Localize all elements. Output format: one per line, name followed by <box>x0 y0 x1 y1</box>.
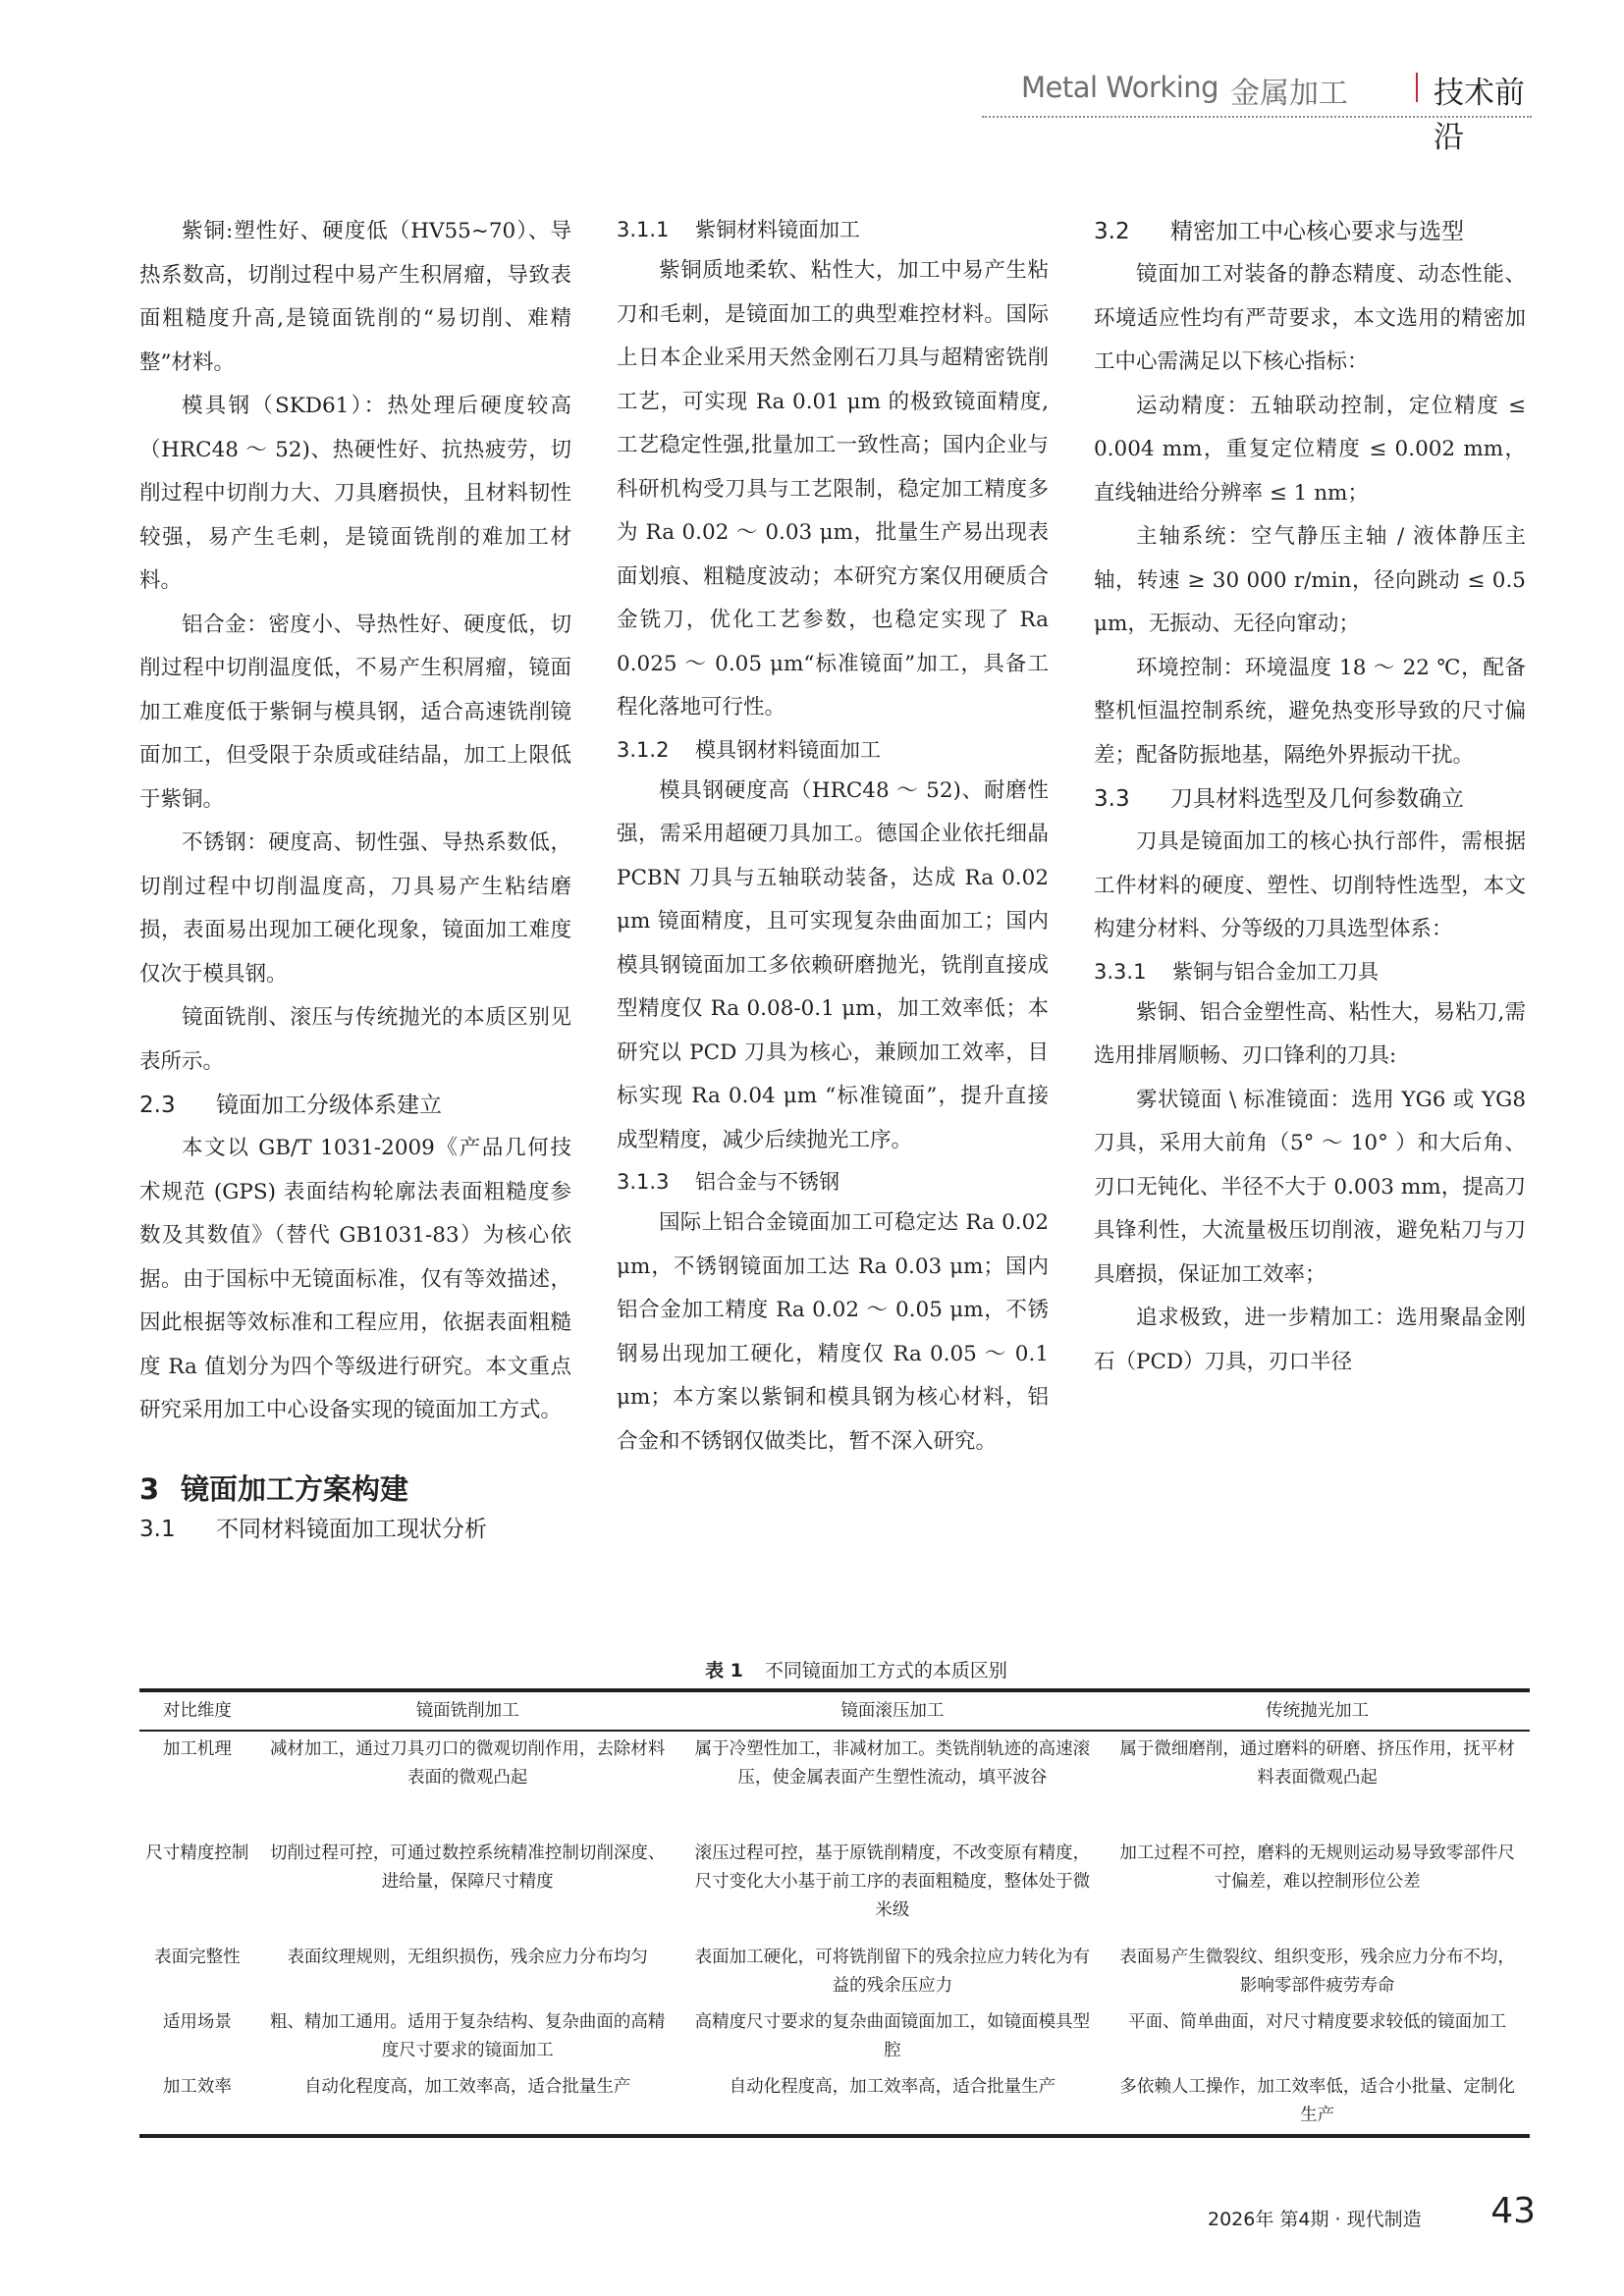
heading-3-1-2 <box>617 730 1049 770</box>
column-middle <box>617 210 1049 1464</box>
heading-2-3 <box>139 1084 571 1127</box>
page-footer <box>1208 2191 1542 2240</box>
heading-3-2 <box>1094 210 1526 253</box>
table-cell-dimension: 表面完整性 <box>154 1948 241 1967</box>
heading-number: 3.1 <box>139 1516 176 1542</box>
paragraph-3-2-intro: 镜面加工对装备的静态精度、动态性能、环境适应性均有严苛要求，本文选用的精密加工中心需满足以下核心指标： <box>1094 262 1526 374</box>
table-cell: 粗、精加工通用。适用于复杂结构、复杂曲面的高精度尺寸要求的镜面加工 <box>269 2012 666 2060</box>
table-cell: 自动化程度高，加工效率高，适合批量生产 <box>729 2077 1056 2097</box>
table-cell: 自动化程度高，加工效率高，适合批量生产 <box>303 2077 631 2097</box>
column-right <box>1094 210 1526 1384</box>
table-cell: 表面易产生微裂纹、组织变形，残余应力分布不均，影响零部件疲劳寿命 <box>1119 1948 1515 1996</box>
heading-3-1-1 <box>617 210 1049 249</box>
table-cell: 加工过程不可控，磨料的无规则运动易导致零部件尺寸偏差，难以控制形位公差 <box>1119 1843 1515 1892</box>
table-header-row <box>139 1690 1530 1731</box>
table-cell: 减材加工，通过刀具刃口的微观切削作用，去除材料表面的微观凸起 <box>269 1739 666 1788</box>
column-left <box>139 210 571 1547</box>
table-cell: 属于微细磨削，通过磨料的研磨、挤压作用，抚平材料表面微观凸起 <box>1119 1739 1515 1788</box>
table-title: 不同镜面加工方式的本质区别 <box>764 1660 1007 1682</box>
paragraph-2-3: 本文以 GB/T 1031-2009《产品几何技术规范 (GPS) 表面结构轮廓法表面粗糙度参数及其数值》（替代 GB1031-83）为核心依据。由于国标中无镜面标准，仅有等效描述，因此根据等效标准和工程应用，依据表面粗糙度 Ra 值划分为四个等级进行研究。本文重点研究采用加工中心设备实现的镜面加工方式。 <box>139 1136 571 1422</box>
paragraph-stainless: 不锈钢：硬度高、韧性强、导热系数低，切削过程中切削温度高，刀具易产生粘结磨损，表面易出现加工硬化现象，镜面加工难度仅次于模具钢。 <box>139 830 571 987</box>
heading-3-3 <box>1094 777 1526 821</box>
heading-title: 精密加工中心核心要求与选型 <box>1170 219 1464 244</box>
heading-number: 2.3 <box>139 1093 176 1118</box>
heading-3-3-1 <box>1094 952 1526 991</box>
table-row <box>139 1940 1530 2004</box>
table-header-cell: 对比维度 <box>162 1700 232 1721</box>
table-cell: 滚压过程可控，基于原铣削精度，不改变原有精度，尺寸变化大小基于前工序的表面粗糙度，整体处于微米级 <box>694 1843 1091 1920</box>
paragraph-motion-accuracy: 运动精度：五轴联动控制，定位精度 ≤ 0.004 mm，重复定位精度 ≤ 0.002 mm，直线轴进给分辨率 ≤ 1 nm； <box>1094 393 1526 506</box>
page-number: 43 <box>1490 2191 1536 2231</box>
running-header <box>1021 71 1542 155</box>
paragraph-copper: 紫铜:塑性好、硬度低（HV55~70）、导热系数高，切削过程中易产生积屑瘤，导致表面粗糙度升高,是镜面铣削的“易切削、难精整”材料。 <box>139 219 571 375</box>
heading-number: 3.1.1 <box>617 218 670 241</box>
paragraph-die-steel: 模具钢（SKD61）：热处理后硬度较高（HRC48 ～ 52)、热硬性好、抗热疲劳，切削过程中切削力大、刀具磨损快，且材料韧性较强，易产生毛刺，是镜面铣削的难加工材料。 <box>139 394 571 593</box>
table-header-cell: 镜面铣削加工 <box>415 1700 519 1721</box>
table-cell: 属于冷塑性加工，非减材加工。类铣削轨迹的高速滚压，使金属表面产生塑性流动，填平波谷 <box>694 1739 1091 1788</box>
paragraph-3-3-1-intro: 紫铜、铝合金塑性高、粘性大，易粘刀,需选用排屑顺畅、刃口锋利的刀具: <box>1094 999 1526 1068</box>
table-header-cell: 镜面滚压加工 <box>840 1700 945 1721</box>
heading-number: 3 <box>139 1471 160 1506</box>
table-cell: 平面、简单曲面，对尺寸精度要求较低的镜面加工 <box>1128 2012 1507 2032</box>
heading-title: 紫铜材料镜面加工 <box>695 218 860 241</box>
heading-title: 铝合金与不锈钢 <box>695 1170 839 1194</box>
table-row <box>139 2069 1530 2136</box>
paragraph-3-3: 刀具是镜面加工的核心执行部件，需根据工件材料的硬度、塑性、切削特性选型，本文构建分材料、分等级的刀具选型体系： <box>1094 829 1526 941</box>
heading-title: 紫铜与铝合金加工刀具 <box>1172 959 1379 984</box>
heading-number: 3.1.3 <box>617 1170 670 1194</box>
table-header-cell: 传统抛光加工 <box>1266 1700 1370 1721</box>
table-cell-dimension: 加工效率 <box>162 2077 232 2097</box>
heading-3-1-3 <box>617 1162 1049 1201</box>
heading-title: 镜面加工分级体系建立 <box>216 1093 442 1118</box>
paragraph-pcd-tools: 追求极致，进一步精加工：选用聚晶金刚石（PCD）刀具，刃口半径 <box>1094 1306 1526 1374</box>
table-cell: 表面加工硬化，可将铣削留下的残余拉应力转化为有益的残余压应力 <box>694 1948 1091 1996</box>
table-cell: 高精度尺寸要求的复杂曲面镜面加工，如镜面模具型腔 <box>694 2012 1091 2060</box>
heading-number: 3.3.1 <box>1094 959 1147 984</box>
heading-number: 3.1.2 <box>617 737 670 762</box>
journal-name-cn: 金属加工 <box>1230 77 1348 111</box>
table-row <box>139 2004 1530 2069</box>
journal-name-en: Metal Working <box>1021 71 1219 104</box>
paragraph-3-1-2: 模具钢硬度高（HRC48 ～ 52)、耐磨性强，需采用超硬刀具加工。德国企业依托细晶 PCBN 刀具与五轴联动装备，达成 Ra 0.02 μm 镜面精度，且可实现复杂曲面加工；国内模具钢镜面加工多依赖研磨抛光，铣削直接成型精度仅 Ra 0.08-0.1 μm，加工效率低；本研究以 PCD 刀具为核心，兼顾加工效率，目标实现 Ra 0.04 μm “标准镜面”，提升直接成型精度，减少后续抛光工序。 <box>617 777 1049 1152</box>
issue-info: 2026年 第4期 · 现代制造 <box>1208 2209 1422 2230</box>
paragraph-environment: 环境控制：环境温度 18 ～ 22 ℃，配备整机恒温控制系统，避免热变形导致的尺寸偏差；配备防振地基，隔绝外界振动干扰。 <box>1094 655 1526 768</box>
heading-3 <box>139 1467 571 1512</box>
paragraph-3-1-1: 紫铜质地柔软、粘性大，加工中易产生粘刀和毛刺，是镜面加工的典型难控材料。国际上日本企业采用天然金刚石刀具与超精密铣削工艺，可实现 Ra 0.01 μm 的极致镜面精度,工艺稳定性强,批量加工一致性高；国内企业与科研机构受刀具与工艺限制，稳定加工精度多为 Ra 0.02 ～ 0.03 μm，批量生产易出现表面划痕、粗糙度波动；本研究方案仅用硬质合金铣刀，优化工艺参数，也稳定实现了 Ra 0.025 ～ 0.05 μm“标准镜面”加工，具备工程化落地可行性。 <box>617 258 1049 720</box>
paragraph-table-ref: 镜面铣削、滚压与传统抛光的本质区别见表所示。 <box>139 1005 571 1074</box>
heading-title: 不同材料镜面加工现状分析 <box>216 1516 487 1542</box>
table-caption <box>179 1657 1534 1684</box>
table-row <box>139 1731 1530 1836</box>
table-row <box>139 1836 1530 1940</box>
paragraph-aluminum: 铝合金：密度小、导热性好、硬度低，切削过程中切削温度低，不易产生积屑瘤，镜面加工难度低于紫铜与模具钢，适合高速铣削镜面加工，但受限于杂质或硅结晶，加工上限低于紫铜。 <box>139 612 571 812</box>
table-1 <box>139 1657 1534 2138</box>
heading-title: 镜面加工方案构建 <box>181 1471 409 1506</box>
table-cell-dimension: 适用场景 <box>162 2012 232 2032</box>
table-label: 表 1 <box>705 1660 743 1682</box>
section-name: 技术前沿 <box>1434 76 1525 155</box>
table-cell: 表面纹理规则，无组织损伤，残余应力分布均匀 <box>287 1948 648 1967</box>
paragraph-spindle: 主轴系统：空气静压主轴 / 液体静压主轴，转速 ≥ 30 000 r/min，径向跳动 ≤ 0.5 μm，无振动、无径向窜动； <box>1094 524 1526 636</box>
table-cell: 多依赖人工操作，加工效率低，适合小批量、定制化生产 <box>1119 2077 1515 2125</box>
heading-title: 模具钢材料镜面加工 <box>695 737 881 762</box>
heading-number: 3.3 <box>1094 786 1130 812</box>
table-cell: 切削过程可控，可通过数控系统精准控制切削深度、进给量，保障尺寸精度 <box>269 1843 666 1892</box>
table-cell-dimension: 加工机理 <box>162 1739 232 1759</box>
paragraph-3-1-3: 国际上铝合金镜面加工可稳定达 Ra 0.02 μm，不锈钢镜面加工达 Ra 0.03 μm；国内铝合金加工精度 Ra 0.02 ～ 0.05 μm，不锈钢易出现加工硬化，精度仅 Ra 0.05 ～ 0.1 μm；本方案以紫铜和模具钢为核心材料，铝合金和不锈钢仅做类比，暂不深入研究。 <box>617 1210 1049 1454</box>
heading-number: 3.2 <box>1094 219 1130 244</box>
heading-3-1 <box>139 1512 571 1547</box>
table-cell-dimension: 尺寸精度控制 <box>145 1843 249 1863</box>
heading-title: 刀具材料选型及几何参数确立 <box>1170 786 1464 812</box>
header-divider <box>982 116 1532 118</box>
header-separator <box>1416 73 1418 102</box>
paragraph-yg-tools: 雾状镜面 \ 标准镜面：选用 YG6 或 YG8 刀具，采用大前角（5° ～ 10° ）和大后角、刃口无钝化、半径不大于 0.003 mm，提高刀具锋利性，大流量极压切削液，避免粘刀与刀具磨损，保证加工效率； <box>1094 1087 1526 1287</box>
comparison-table <box>139 1688 1530 2138</box>
